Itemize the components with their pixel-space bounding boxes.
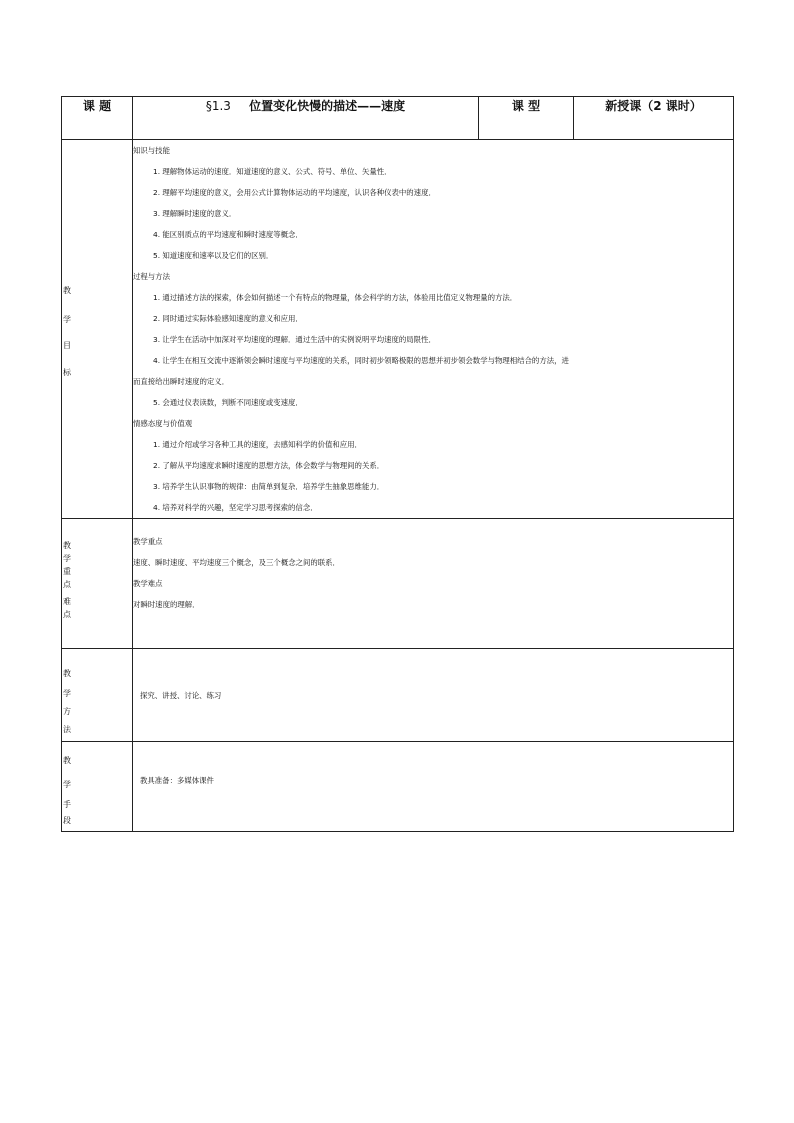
method-label-char: 方 bbox=[63, 707, 71, 716]
topic-label: 课 题 bbox=[62, 97, 133, 140]
tools-row bbox=[62, 742, 734, 832]
topic-title: 位置变化快慢的描述——速度 bbox=[249, 99, 406, 113]
tools-content bbox=[133, 742, 734, 832]
tools-label-char: 教 bbox=[63, 756, 71, 765]
key-label-char: 难 bbox=[63, 597, 71, 606]
tools-label-char: 段 bbox=[63, 816, 71, 825]
list-item: 1. 理解物体运动的速度．知道速度的意义、公式、符号、单位、矢量性． bbox=[153, 167, 392, 176]
tools-label-char: 手 bbox=[63, 800, 71, 809]
goals-label-char: 目 bbox=[63, 341, 71, 350]
list-item: 4. 培养对科学的兴趣，坚定学习思考探索的信念． bbox=[153, 503, 318, 512]
list-item: 2. 同时通过实际体验感知速度的意义和应用． bbox=[153, 314, 303, 323]
goals-label-char: 学 bbox=[63, 315, 71, 324]
difficult-heading: 教学难点 bbox=[133, 579, 163, 588]
list-item: 4. 能区别质点的平均速度和瞬时速度等概念． bbox=[153, 230, 303, 239]
method-content bbox=[133, 649, 734, 742]
tools-text: 教具准备：多媒体课件 bbox=[140, 776, 214, 785]
goals-content bbox=[133, 140, 734, 519]
list-item: 2. 了解从平均速度求瞬时速度的思想方法，体会数学与物理间的关系． bbox=[153, 461, 385, 470]
goals-heading-attitude: 情感态度与价值观 bbox=[133, 419, 193, 428]
goals-label-char: 标 bbox=[63, 368, 71, 377]
goals-heading-knowledge: 知识与技能 bbox=[133, 146, 170, 155]
difficult-text: 对瞬时速度的理解． bbox=[133, 600, 200, 609]
key-points-row bbox=[62, 519, 734, 649]
list-item: 5. 会通过仪表读数，判断不同速度或变速度． bbox=[153, 398, 303, 407]
method-label-char: 教 bbox=[63, 669, 71, 678]
list-item-continued: 而直接给出瞬时速度的定义． bbox=[133, 377, 230, 386]
goals-row bbox=[62, 140, 734, 519]
tools-label bbox=[62, 742, 133, 832]
list-item: 5. 知道速度和速率以及它们的区别． bbox=[153, 251, 274, 260]
list-item: 2. 理解平均速度的意义，会用公式计算物体运动的平均速度，认识各种仪表中的速度． bbox=[153, 188, 436, 197]
method-label-char: 法 bbox=[63, 725, 71, 734]
goals-heading-process: 过程与方法 bbox=[133, 272, 170, 281]
goals-label bbox=[62, 140, 133, 519]
key-label-char: 教 bbox=[63, 541, 71, 550]
method-row bbox=[62, 649, 734, 742]
topic-cell bbox=[133, 97, 479, 140]
key-label-char: 点 bbox=[63, 580, 71, 589]
method-text: 探究、讲授、讨论、练习 bbox=[140, 691, 222, 700]
list-item: 3. 培养学生认识事物的规律：由简单到复杂．培养学生抽象思维能力． bbox=[153, 482, 385, 491]
key-label-char: 重 bbox=[63, 567, 71, 576]
tools-label-char: 学 bbox=[63, 780, 71, 789]
list-item: 4. 让学生在相互交流中逐渐领会瞬时速度与平均速度的关系，同时初步领略极限的思想并初步领会数学与物理相结合的方法，进 bbox=[153, 356, 569, 365]
key-heading: 教学重点 bbox=[133, 537, 163, 546]
list-item: 1. 通过描述方法的探索，体会如何描述一个有特点的物理量，体会科学的方法，体验用比值定义物理量的方法． bbox=[153, 293, 518, 302]
key-points-content bbox=[133, 519, 734, 649]
key-label-char: 点 bbox=[63, 610, 71, 619]
method-label bbox=[62, 649, 133, 742]
section-number: §1.3 bbox=[205, 99, 231, 113]
key-text: 速度、瞬时速度、平均速度三个概念，及三个概念之间的联系． bbox=[133, 558, 340, 567]
key-points-label bbox=[62, 519, 133, 649]
list-item: 3. 理解瞬时速度的意义． bbox=[153, 209, 237, 218]
key-label-char: 学 bbox=[63, 554, 71, 563]
type-value: 新授课（2 课时） bbox=[574, 97, 734, 140]
type-label: 课 型 bbox=[479, 97, 574, 140]
list-item: 3. 让学生在活动中加深对平均速度的理解．通过生活中的实例说明平均速度的局限性． bbox=[153, 335, 436, 344]
list-item: 1. 通过介绍或学习各种工具的速度，去感知科学的价值和应用． bbox=[153, 440, 362, 449]
method-label-char: 学 bbox=[63, 689, 71, 698]
lesson-plan-table bbox=[61, 96, 734, 832]
header-row bbox=[62, 97, 734, 140]
goals-label-char: 教 bbox=[63, 286, 71, 295]
